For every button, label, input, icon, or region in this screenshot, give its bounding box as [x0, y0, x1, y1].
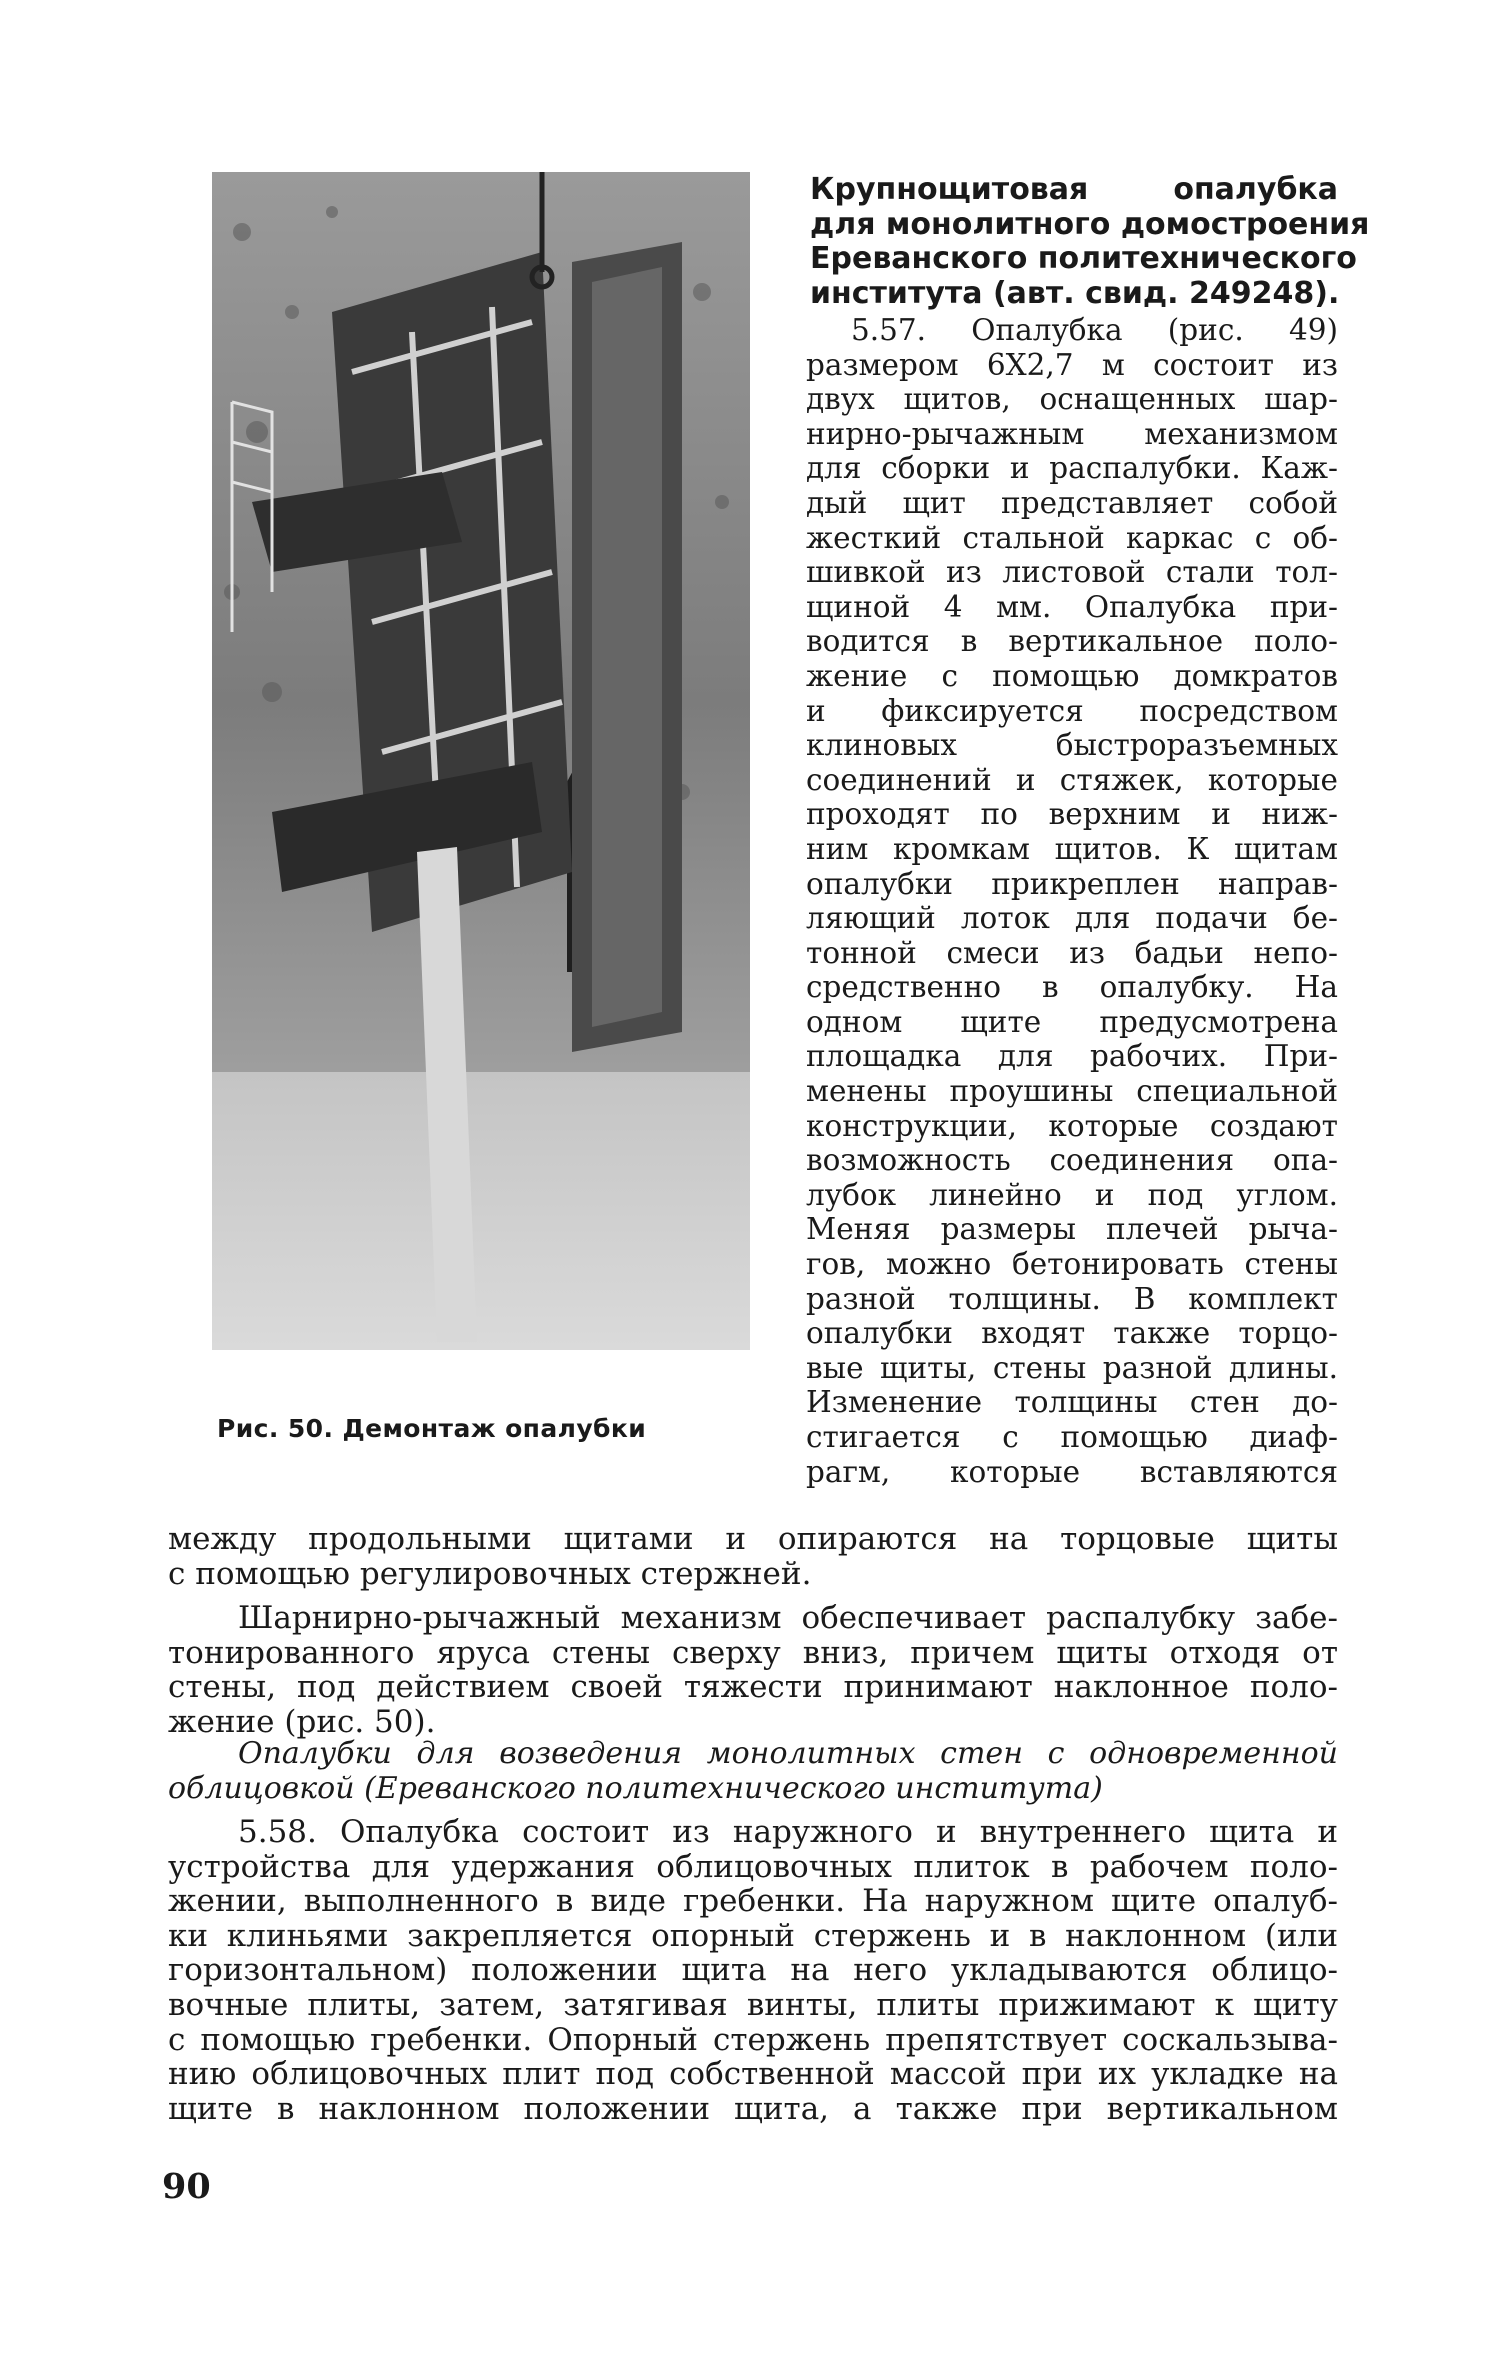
- text-line: тонированного яруса стены сверху вниз, причем щиты отходя от: [168, 1634, 1338, 1671]
- text-line: стены, под действием своей тяжести принимают наклонное поло-: [168, 1669, 1338, 1706]
- heading-line: института (авт. свид. 249248).: [810, 275, 1340, 311]
- text-line: тонной смеси из бадьи непо-: [806, 935, 1338, 970]
- text-line: Меняя размеры плечей рыча-: [806, 1212, 1338, 1247]
- figure-caption: Рис. 50. Демонтаж опалубки: [217, 1414, 647, 1443]
- text-line: вые щиты, стены разной длины.: [806, 1350, 1338, 1385]
- column-paragraph: [806, 313, 1338, 1489]
- text-line: нию облицовочных плит под собственной массой при их укладке на: [168, 2056, 1338, 2093]
- text-line: вочные плиты, затем, затягивая винты, плиты прижимают к щиту: [168, 1986, 1338, 2023]
- subheading-line: облицовкой (Ереванского политехнического института): [168, 1770, 1103, 1806]
- text-line: щите в наклонном положении щита, а также при вертикальном: [168, 2090, 1338, 2127]
- text-line: и фиксируется посредством: [806, 693, 1338, 728]
- text-line: жении, выполненного в виде гребенки. На наружном щите опалуб-: [168, 1883, 1338, 1920]
- text-line: опалубки входят также торцо-: [806, 1316, 1338, 1351]
- heading-line: Крупнощитовая опалубка: [810, 172, 1338, 207]
- text-line: проходят по верхним и ниж-: [806, 797, 1338, 832]
- text-line: лубок линейно и под углом.: [806, 1177, 1338, 1212]
- text-line: ляющий лоток для подачи бе-: [806, 901, 1338, 936]
- text-line: 5.57. Опалубка (рис. 49): [851, 313, 1338, 347]
- text-line: жение (рис. 50).: [168, 1703, 436, 1740]
- paragraph-mechanism: [168, 1601, 1338, 1739]
- subheading-line: Опалубки для возведения монолитных стен с одновременной: [238, 1736, 1338, 1771]
- section-heading: [810, 172, 1370, 311]
- text-line: Изменение толщины стен до-: [806, 1385, 1338, 1420]
- text-line: возможность соединения опа-: [806, 1143, 1338, 1178]
- text-line: шивкой из листовой стали тол-: [806, 555, 1338, 590]
- text-line: стигается с помощью диаф-: [806, 1420, 1338, 1454]
- text-line: для сборки и распалубки. Каж-: [806, 451, 1338, 486]
- text-line: ним кромкам щитов. К щитам: [806, 831, 1338, 866]
- text-line: горизонтальном) положении щита на него укладываются облицо-: [168, 1952, 1338, 1989]
- text-line: одном щите предусмотрена: [806, 1004, 1338, 1039]
- text-line: жение с помощью домкратов: [806, 658, 1338, 693]
- text-line: устройства для удержания облицовочных плиток в рабочем поло-: [168, 1848, 1338, 1885]
- text-line: площадка для рабочих. При-: [806, 1039, 1338, 1074]
- text-line: разной толщины. В комплект: [806, 1281, 1338, 1316]
- text-line: жесткий стальной каркас с об-: [806, 520, 1338, 555]
- text-line: щиной 4 мм. Опалубка при-: [806, 589, 1338, 624]
- page-number: 90: [162, 2166, 211, 2207]
- paragraph-continuation: [168, 1522, 1338, 1591]
- formwork-photo-illustration: [212, 172, 750, 1350]
- paragraph-5-58: [168, 1815, 1338, 2126]
- text-line: двух щитов, оснащенных шар-: [806, 382, 1338, 417]
- text-line: нирно-рычажным механизмом: [806, 416, 1338, 451]
- text-line: Шарнирно-рычажный механизм обеспечивает распалубку забе-: [238, 1600, 1338, 1636]
- text-line: дый щит представляет собой: [806, 485, 1338, 520]
- heading-line: Ереванского политехнического: [810, 241, 1357, 277]
- text-line: с помощью гребенки. Опорный стержень препятствует соскальзыва-: [168, 2021, 1338, 2058]
- text-line: средственно в опалубку. На: [806, 970, 1338, 1005]
- text-line: водится в вертикальное поло-: [806, 624, 1338, 659]
- text-line: ки клиньями закрепляется опорный стержень и в наклонном (или: [168, 1917, 1338, 1954]
- text-line: с помощью регулировочных стержней.: [168, 1555, 812, 1592]
- ground-area: [212, 1072, 750, 1350]
- text-line: опалубки прикреплен направ-: [806, 866, 1338, 901]
- heading-line: для монолитного домостроения: [810, 206, 1370, 242]
- text-line: рагм, которые вставляются: [806, 1454, 1338, 1489]
- italic-subheading: [168, 1737, 1338, 1806]
- text-line: между продольными щитами и опираются на торцовые щиты: [168, 1521, 1338, 1557]
- text-line: гов, можно бетонировать стены: [806, 1247, 1338, 1282]
- text-line: конструкции, которые создают: [806, 1108, 1338, 1143]
- text-line: соединений и стяжек, которые: [806, 762, 1338, 797]
- figure-50-photo: [212, 172, 750, 1350]
- text-line: размером 6Х2,7 м состоит из: [806, 347, 1338, 382]
- text-line: менены проушины специальной: [806, 1074, 1338, 1109]
- text-line: 5.58. Опалубка состоит из наружного и внутреннего щита и: [238, 1814, 1338, 1850]
- text-line: клиновых быстроразъемных: [806, 728, 1338, 763]
